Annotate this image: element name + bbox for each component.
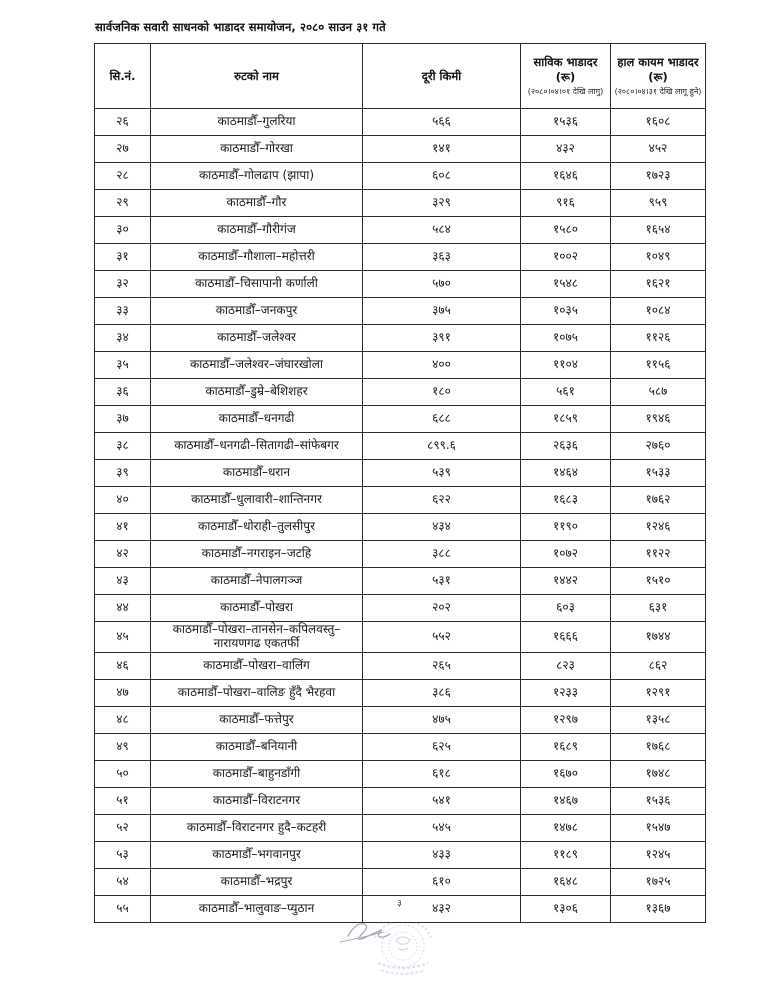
serial-cell: ४० bbox=[95, 487, 151, 514]
serial-cell: ३८ bbox=[95, 433, 151, 460]
serial-cell: ५३ bbox=[95, 841, 151, 868]
table-row bbox=[95, 568, 706, 595]
route-cell: काठमाडौँ–पोखरा–वालिंग bbox=[151, 652, 363, 679]
distance-cell: ६८८ bbox=[363, 406, 521, 433]
route-cell: काठमाडौँ–विराटनगर bbox=[151, 787, 363, 814]
new-fare-cell: १६५४ bbox=[611, 217, 706, 244]
route-cell: काठमाडौँ–धरान bbox=[151, 460, 363, 487]
route-cell: काठमाडौँ–जनकपुर bbox=[151, 298, 363, 325]
header-route: रुटको नाम bbox=[151, 44, 363, 109]
old-fare-cell: ४३२ bbox=[521, 136, 611, 163]
old-fare-cell: ११९० bbox=[521, 514, 611, 541]
route-cell: काठमाडौँ–भालुवाङ–प्युठान bbox=[151, 895, 363, 922]
new-fare-cell: १०४९ bbox=[611, 244, 706, 271]
distance-cell: ५३१ bbox=[363, 568, 521, 595]
new-fare-cell: १२९१ bbox=[611, 679, 706, 706]
route-cell: काठमाडौँ–गौरीगंज bbox=[151, 217, 363, 244]
header-old-fare bbox=[521, 44, 611, 109]
serial-cell: २९ bbox=[95, 190, 151, 217]
distance-cell: ३८६ bbox=[363, 679, 521, 706]
distance-cell: ५५२ bbox=[363, 622, 521, 653]
distance-cell: ४०० bbox=[363, 352, 521, 379]
old-fare-cell: ९१६ bbox=[521, 190, 611, 217]
serial-cell: ४५ bbox=[95, 622, 151, 653]
serial-cell: ५४ bbox=[95, 868, 151, 895]
header-new-fare bbox=[611, 44, 706, 109]
table-row bbox=[95, 706, 706, 733]
new-fare-cell: १२४५ bbox=[611, 841, 706, 868]
table-row bbox=[95, 325, 706, 352]
distance-cell: ३७५ bbox=[363, 298, 521, 325]
distance-cell: ५७० bbox=[363, 271, 521, 298]
new-fare-cell: ४५२ bbox=[611, 136, 706, 163]
stamp-circle-icon bbox=[375, 923, 431, 974]
distance-cell: १८० bbox=[363, 379, 521, 406]
distance-cell: ३६३ bbox=[363, 244, 521, 271]
distance-cell: ६२५ bbox=[363, 733, 521, 760]
distance-cell: ४३४ bbox=[363, 514, 521, 541]
new-fare-cell: १५३३ bbox=[611, 460, 706, 487]
table-row bbox=[95, 868, 706, 895]
new-fare-cell: १७६२ bbox=[611, 487, 706, 514]
serial-cell: ३० bbox=[95, 217, 151, 244]
old-fare-cell: ८२३ bbox=[521, 652, 611, 679]
fare-table-header bbox=[95, 44, 706, 109]
serial-cell: ५० bbox=[95, 760, 151, 787]
route-cell: काठमाडौँ–धनगढी bbox=[151, 406, 363, 433]
old-fare-cell: १६४८ bbox=[521, 868, 611, 895]
signature-icon bbox=[340, 924, 390, 942]
new-fare-cell: ११२६ bbox=[611, 325, 706, 352]
new-fare-cell: १३६७ bbox=[611, 895, 706, 922]
old-fare-cell: १२९७ bbox=[521, 706, 611, 733]
new-fare-cell: १७४८ bbox=[611, 760, 706, 787]
table-row bbox=[95, 217, 706, 244]
new-fare-cell: १७२३ bbox=[611, 163, 706, 190]
old-fare-cell: १०७५ bbox=[521, 325, 611, 352]
old-fare-cell: १६७० bbox=[521, 760, 611, 787]
header-distance: दूरी किमी bbox=[363, 44, 521, 109]
route-cell: काठमाडौँ–गोलढाप (झापा) bbox=[151, 163, 363, 190]
serial-cell: ४१ bbox=[95, 514, 151, 541]
old-fare-cell: ११८९ bbox=[521, 841, 611, 868]
serial-cell: ४८ bbox=[95, 706, 151, 733]
route-cell: काठमाडौँ–चिसापानी कर्णाली bbox=[151, 271, 363, 298]
table-row bbox=[95, 733, 706, 760]
serial-cell: ३१ bbox=[95, 244, 151, 271]
serial-cell: ३६ bbox=[95, 379, 151, 406]
serial-cell: ४४ bbox=[95, 595, 151, 622]
route-cell: काठमाडौँ–धोराही–तुलसीपुर bbox=[151, 514, 363, 541]
route-cell: काठमाडौँ–बाहुनडाँगी bbox=[151, 760, 363, 787]
distance-cell: २०२ bbox=[363, 595, 521, 622]
old-fare-cell: १४६७ bbox=[521, 787, 611, 814]
table-row bbox=[95, 379, 706, 406]
new-fare-cell: ८६२ bbox=[611, 652, 706, 679]
table-row bbox=[95, 541, 706, 568]
table-row bbox=[95, 760, 706, 787]
distance-cell: ६१८ bbox=[363, 760, 521, 787]
new-fare-cell: १०८४ bbox=[611, 298, 706, 325]
page-title: सार्वजनिक सवारी साधनको भाडादर समायोजन, २०८० साउन ३१ गते bbox=[95, 20, 386, 34]
table-row bbox=[95, 487, 706, 514]
table-row bbox=[95, 652, 706, 679]
new-fare-cell: ६३१ bbox=[611, 595, 706, 622]
new-fare-cell: १६०८ bbox=[611, 109, 706, 136]
table-row bbox=[95, 514, 706, 541]
distance-cell: ४७५ bbox=[363, 706, 521, 733]
new-fare-cell: २७६० bbox=[611, 433, 706, 460]
serial-cell: ४७ bbox=[95, 679, 151, 706]
table-row bbox=[95, 595, 706, 622]
route-cell: काठमाडौँ–डुम्रे–बेशिशहर bbox=[151, 379, 363, 406]
old-fare-cell: १५३६ bbox=[521, 109, 611, 136]
route-cell: काठमाडौँ–गुलरिया bbox=[151, 109, 363, 136]
new-fare-cell: १९४६ bbox=[611, 406, 706, 433]
route-cell: काठमाडौँ–नेपालगञ्ज bbox=[151, 568, 363, 595]
new-fare-cell: १५३६ bbox=[611, 787, 706, 814]
route-cell: काठमाडौँ–बनियानी bbox=[151, 733, 363, 760]
new-fare-cell: १७६८ bbox=[611, 733, 706, 760]
serial-cell: ५५ bbox=[95, 895, 151, 922]
old-fare-cell: १५४८ bbox=[521, 271, 611, 298]
serial-cell: २७ bbox=[95, 136, 151, 163]
old-fare-cell: १६४६ bbox=[521, 163, 611, 190]
route-cell: काठमाडौँ–फत्तेपुर bbox=[151, 706, 363, 733]
old-fare-cell: १४७८ bbox=[521, 814, 611, 841]
table-row bbox=[95, 433, 706, 460]
route-cell: काठमाडौँ–धनगढी–सितागढी–सांफेबगर bbox=[151, 433, 363, 460]
table-row bbox=[95, 244, 706, 271]
table-row bbox=[95, 787, 706, 814]
route-cell: काठमाडौँ–पोखरा–वालिङ हुँदै भैरहवा bbox=[151, 679, 363, 706]
route-cell: काठमाडौँ–पोखरा bbox=[151, 595, 363, 622]
official-seal bbox=[318, 908, 478, 988]
route-cell: काठमाडौँ–विराटनगर हुदै–कटहरी bbox=[151, 814, 363, 841]
distance-cell: ५६६ bbox=[363, 109, 521, 136]
header-new-fare-label: हाल कायम भाडादर (रू) bbox=[617, 55, 699, 84]
distance-cell: १४१ bbox=[363, 136, 521, 163]
table-row bbox=[95, 679, 706, 706]
serial-cell: ३३ bbox=[95, 298, 151, 325]
table-row bbox=[95, 406, 706, 433]
old-fare-cell: ११०४ bbox=[521, 352, 611, 379]
serial-cell: ३२ bbox=[95, 271, 151, 298]
old-fare-cell: ५६१ bbox=[521, 379, 611, 406]
table-row bbox=[95, 352, 706, 379]
table-row bbox=[95, 136, 706, 163]
route-cell: काठमाडौँ–भद्रपुर bbox=[151, 868, 363, 895]
old-fare-cell: १०३५ bbox=[521, 298, 611, 325]
distance-cell: ३९१ bbox=[363, 325, 521, 352]
table-row bbox=[95, 163, 706, 190]
serial-cell: २६ bbox=[95, 109, 151, 136]
distance-cell: ६०८ bbox=[363, 163, 521, 190]
new-fare-cell: १६२१ bbox=[611, 271, 706, 298]
new-fare-cell: १७४४ bbox=[611, 622, 706, 653]
new-fare-cell: १५१० bbox=[611, 568, 706, 595]
old-fare-cell: १६८३ bbox=[521, 487, 611, 514]
new-fare-cell: ९५९ bbox=[611, 190, 706, 217]
serial-cell: ३४ bbox=[95, 325, 151, 352]
header-old-fare-label: साविक भाडादर (रू) bbox=[533, 55, 598, 84]
route-cell: काठमाडौँ–गोरखा bbox=[151, 136, 363, 163]
old-fare-cell: १६८९ bbox=[521, 733, 611, 760]
serial-cell: ४६ bbox=[95, 652, 151, 679]
fare-table bbox=[94, 43, 706, 923]
table-row bbox=[95, 622, 706, 653]
distance-cell: ४३३ bbox=[363, 841, 521, 868]
serial-cell: ४९ bbox=[95, 733, 151, 760]
distance-cell: २६५ bbox=[363, 652, 521, 679]
old-fare-cell: ६०३ bbox=[521, 595, 611, 622]
old-fare-cell: १०७२ bbox=[521, 541, 611, 568]
seal-graphic bbox=[318, 908, 478, 988]
table-row bbox=[95, 271, 706, 298]
new-fare-cell: १५४७ bbox=[611, 814, 706, 841]
new-fare-cell: ११५६ bbox=[611, 352, 706, 379]
header-new-fare-note: (२०८०।०४।३१ देखि लागू हुने) bbox=[614, 87, 702, 96]
distance-cell: ६१० bbox=[363, 868, 521, 895]
serial-cell: ३७ bbox=[95, 406, 151, 433]
old-fare-cell: १३०६ bbox=[521, 895, 611, 922]
new-fare-cell: १२४६ bbox=[611, 514, 706, 541]
route-cell: काठमाडौँ–धुलावारी–शान्तिनगर bbox=[151, 487, 363, 514]
route-cell: काठमाडौँ–जलेश्वर–जंघारखोला bbox=[151, 352, 363, 379]
table-row bbox=[95, 460, 706, 487]
new-fare-cell: १३५८ bbox=[611, 706, 706, 733]
table-row bbox=[95, 109, 706, 136]
header-serial: सि.नं. bbox=[95, 44, 151, 109]
distance-cell: ३२९ bbox=[363, 190, 521, 217]
route-cell: काठमाडौँ–भगवानपुर bbox=[151, 841, 363, 868]
serial-cell: ४३ bbox=[95, 568, 151, 595]
new-fare-cell: ५८७ bbox=[611, 379, 706, 406]
distance-cell: ४३२ bbox=[363, 895, 521, 922]
old-fare-cell: १८५९ bbox=[521, 406, 611, 433]
serial-cell: ४२ bbox=[95, 541, 151, 568]
route-cell: काठमाडौँ–नगराइन–जटहि bbox=[151, 541, 363, 568]
old-fare-cell: २६३६ bbox=[521, 433, 611, 460]
route-cell: काठमाडौँ–गौर bbox=[151, 190, 363, 217]
serial-cell: ३५ bbox=[95, 352, 151, 379]
new-fare-cell: ११२२ bbox=[611, 541, 706, 568]
serial-cell: ५२ bbox=[95, 814, 151, 841]
old-fare-cell: १२३३ bbox=[521, 679, 611, 706]
old-fare-cell: १६६६ bbox=[521, 622, 611, 653]
table-row bbox=[95, 814, 706, 841]
distance-cell: ५४५ bbox=[363, 814, 521, 841]
old-fare-cell: १४४२ bbox=[521, 568, 611, 595]
old-fare-cell: १४६४ bbox=[521, 460, 611, 487]
page-number: ३ bbox=[397, 899, 402, 909]
serial-cell: ३९ bbox=[95, 460, 151, 487]
distance-cell: ६२२ bbox=[363, 487, 521, 514]
header-old-fare-note: (२०८०।०४।०१ देखि लागु) bbox=[527, 87, 604, 96]
route-cell: काठमाडौँ–गौशाला–महोत्तरी bbox=[151, 244, 363, 271]
distance-cell: ३८८ bbox=[363, 541, 521, 568]
distance-cell: ५३९ bbox=[363, 460, 521, 487]
distance-cell: ५८४ bbox=[363, 217, 521, 244]
route-cell: काठमाडौँ–पोखरा–तानसेन–कपिलवस्तु–नारायणगढ एकतर्फी bbox=[151, 622, 363, 653]
table-row bbox=[95, 841, 706, 868]
table-row bbox=[95, 298, 706, 325]
header-row bbox=[95, 44, 706, 109]
serial-cell: ५१ bbox=[95, 787, 151, 814]
old-fare-cell: १५८० bbox=[521, 217, 611, 244]
table-row bbox=[95, 190, 706, 217]
serial-cell: २८ bbox=[95, 163, 151, 190]
route-cell: काठमाडौँ–जलेश्वर bbox=[151, 325, 363, 352]
fare-table-body bbox=[95, 109, 706, 923]
old-fare-cell: १००२ bbox=[521, 244, 611, 271]
new-fare-cell: १७२५ bbox=[611, 868, 706, 895]
distance-cell: ५४१ bbox=[363, 787, 521, 814]
distance-cell: ८९९.६ bbox=[363, 433, 521, 460]
